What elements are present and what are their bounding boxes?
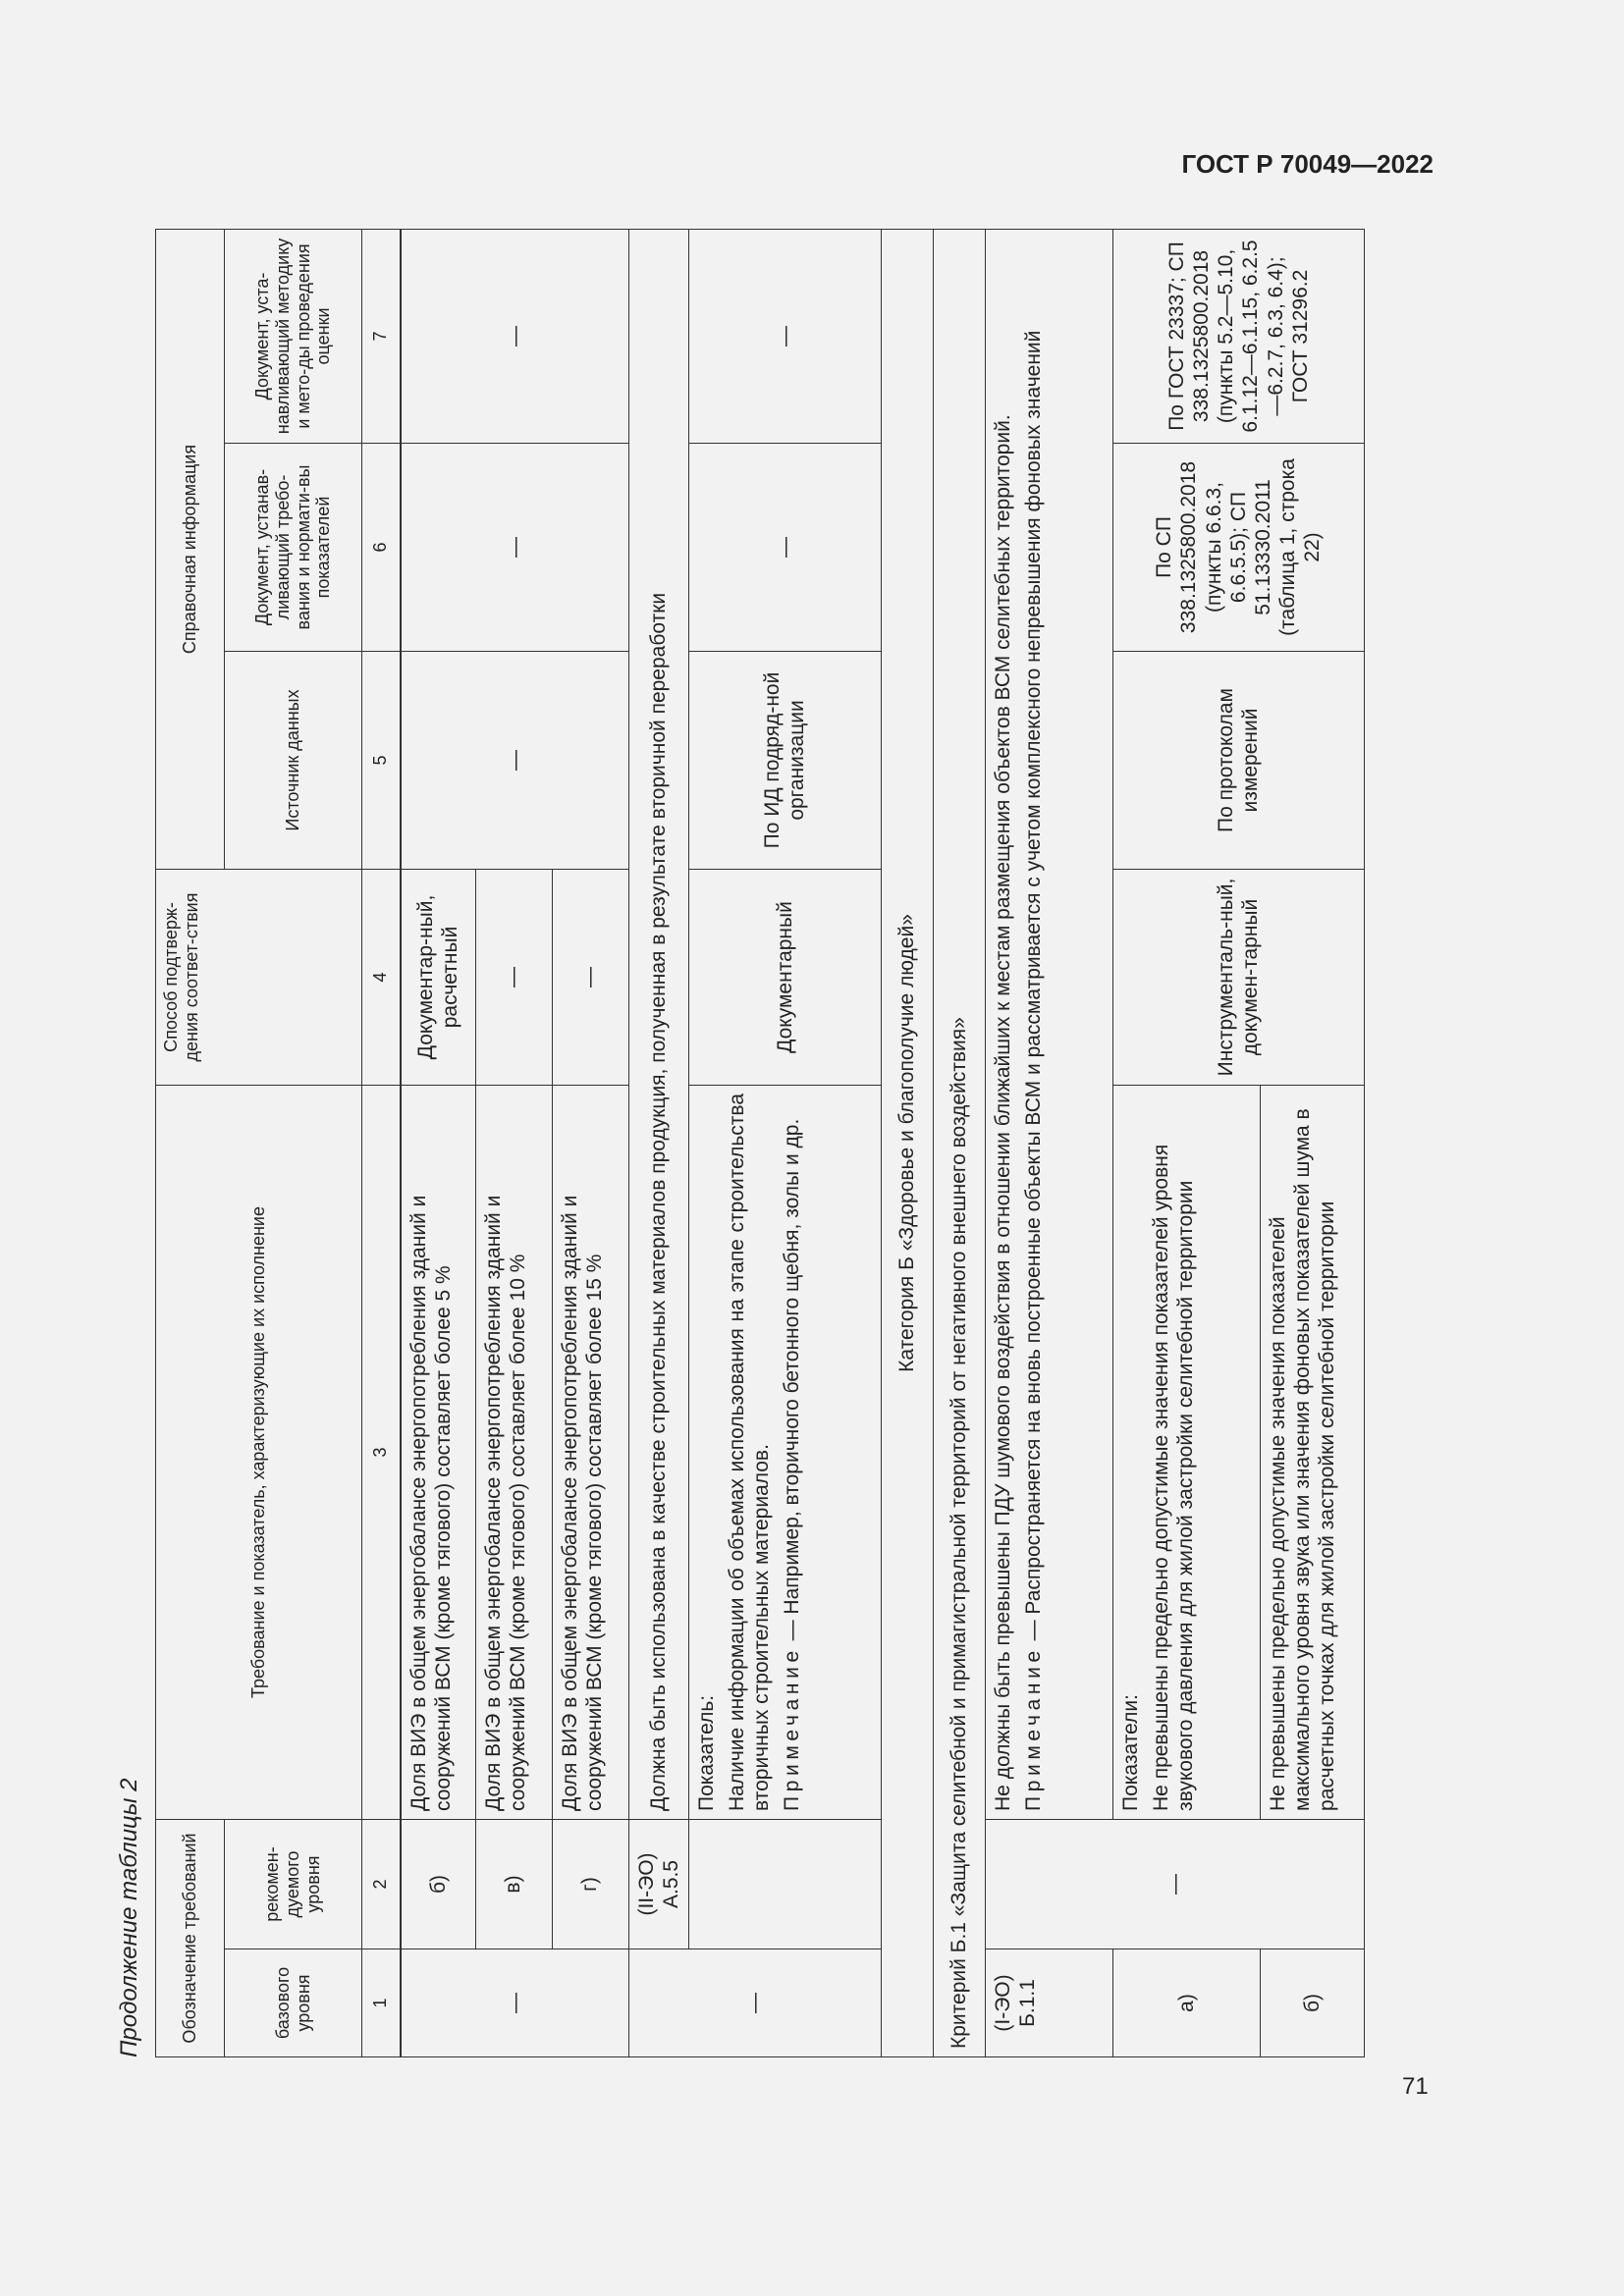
row-method-b: Документар-ный, расчетный bbox=[401, 869, 475, 1085]
indicator-text: Наличие информации об объемах использования на этапе строительства вторичных строительных материалов. bbox=[726, 1093, 774, 1811]
row-label-g: г) bbox=[552, 1819, 628, 1949]
header-source: Источник данных bbox=[225, 651, 362, 869]
col-number: 5 bbox=[362, 651, 402, 869]
table-row-a55 bbox=[628, 229, 688, 2056]
col-number: 7 bbox=[362, 229, 402, 443]
col-number: 6 bbox=[362, 443, 402, 651]
table-row-a55-indicators bbox=[688, 229, 881, 2056]
category-title: Категория Б «Здоровье и благополучие людей» bbox=[881, 229, 933, 2056]
source-dash: — bbox=[401, 651, 628, 869]
note-text: — Распространяется на вновь построенные объекты ВСМ и рассматривается с учетом комплексного непревышения фоновых значений bbox=[1022, 330, 1046, 1647]
row-text-g: Доля ВИЭ в общем энергобалансе энергопотребления зданий и сооружений ВСМ (кроме тягового) составляет более 15 % bbox=[552, 1085, 628, 1819]
header-recommended: рекомен-дуемого уровня bbox=[225, 1819, 362, 1949]
rotated-table-page bbox=[108, 230, 1434, 2057]
recommended-dash: — bbox=[985, 1819, 1364, 1949]
row-label-v: в) bbox=[475, 1819, 552, 1949]
note-word: Примечание bbox=[1022, 1646, 1046, 1811]
indicators-heading: Показатели: bbox=[1118, 1694, 1142, 1811]
table-row-b bbox=[401, 229, 475, 2056]
indicators-a55 bbox=[688, 1085, 881, 1819]
row-text-v: Доля ВИЭ в общем энергобалансе энергопотребления зданий и сооружений ВСМ (кроме тягового) составляет более 10 % bbox=[475, 1085, 552, 1819]
note-text: — Например, вторичного бетонного щебня, золы и др. bbox=[781, 1118, 804, 1647]
header-doc-requirements: Документ, устанав-ливающий требо-вания и нормати-вы показателей bbox=[225, 443, 362, 651]
doc-req-b11: По СП 338.1325800.2018 (пункты 6.6.3, 6.6.5.5); СП 51.13330.2011 (таблица 1, строка 22) bbox=[1112, 443, 1364, 651]
row-label-b: б) bbox=[401, 1819, 475, 1949]
code-a55: (II-ЭО) А.5.5 bbox=[628, 1819, 688, 1949]
indicator-b-text: Не превышены предельно допустимые значения показателей максимального уровня звука или значения фоновых показателей шума в расчетных точках для жилой застройки селитебной территории bbox=[1260, 1085, 1364, 1819]
doc-req-dash: — bbox=[688, 443, 881, 651]
criterion-title: Критерий Б.1 «Защита селитебной и примагистральной территорий от негативного внешнего воздействия» bbox=[933, 229, 985, 2056]
doc-req-dash: — bbox=[401, 443, 628, 651]
base-level-dash: — bbox=[401, 1949, 628, 2057]
header-requirement: Требование и показатель, характеризующие их исполнение bbox=[156, 1085, 362, 1819]
source-a55: По ИД подряд-ной организации bbox=[688, 651, 881, 869]
row-method-dash: — bbox=[475, 869, 552, 1085]
header-designation: Обозначение требований bbox=[156, 1819, 225, 2056]
doc-method-dash: — bbox=[401, 229, 628, 443]
base-level-dash: — bbox=[628, 1949, 881, 2057]
requirement-b11 bbox=[985, 229, 1112, 1819]
source-b11: По протоколам измерений bbox=[1112, 651, 1364, 869]
row-text-b: Доля ВИЭ в общем энергобалансе энергопотребления зданий и сооружений ВСМ (кроме тягового) составляет более 5 % bbox=[401, 1085, 475, 1819]
note-b11 bbox=[1021, 238, 1046, 1811]
method-a55: Документарный bbox=[688, 869, 881, 1085]
col-number: 2 bbox=[362, 1819, 402, 1949]
note-a55 bbox=[780, 1094, 804, 1811]
page-number: 71 bbox=[1402, 2073, 1429, 2100]
indicator-a-text: Не превышены предельно допустимые значения показателей уровня звукового давления для жилой застройки селитебной территории bbox=[1150, 1144, 1198, 1811]
empty-cell bbox=[688, 1819, 881, 1949]
row-label-b2: б) bbox=[1260, 1949, 1364, 2057]
col-number: 1 bbox=[362, 1949, 402, 2057]
category-row bbox=[881, 229, 933, 2056]
header-reference: Справочная информация bbox=[156, 229, 225, 869]
requirement-a55: Должна быть использована в качестве строительных материалов продукция, полученная в результате вторичной переработки bbox=[628, 229, 688, 1819]
row-method-dash: — bbox=[552, 869, 628, 1085]
row-label-a: а) bbox=[1112, 1949, 1260, 2057]
code-b11: (I-ЭО) Б.1.1 bbox=[985, 1949, 1112, 2057]
table-row-b11-a bbox=[1112, 229, 1260, 2056]
requirement-b11-text: Не должны быть превышены ПДУ шумового воздействия в отношении ближайших к местам размещения объектов ВСМ селитебных территорий. bbox=[991, 414, 1014, 1811]
indicators-b11-a bbox=[1112, 1085, 1260, 1819]
requirements-table bbox=[155, 229, 1365, 2057]
header-doc-method: Документ, уста-навливающий методику и мето-ды проведения оценки bbox=[225, 229, 362, 443]
header-method: Способ подтверж-дения соответ-ствия bbox=[156, 869, 362, 1085]
header-row-1 bbox=[156, 229, 225, 2056]
indicators-heading: Показатель: bbox=[694, 1694, 718, 1811]
standard-number: ГОСТ Р 70049—2022 bbox=[1181, 149, 1434, 179]
note-word: Примечание bbox=[781, 1646, 804, 1811]
table-row-b11 bbox=[985, 229, 1112, 2056]
table-continuation-caption: Продолжение таблицы 2 bbox=[116, 1778, 142, 2057]
col-number: 3 bbox=[362, 1085, 402, 1819]
criterion-row bbox=[933, 229, 985, 2056]
doc-method-b11: По ГОСТ 23337; СП 338.1325800.2018 (пункты 5.2—5.10, 6.1.12—6.1.15, 6.2.5—6.2.7, 6.3, 6.4); ГОСТ 31296.2 bbox=[1112, 229, 1364, 443]
method-b11: Инструменталь-ный, докумен-тарный bbox=[1112, 869, 1364, 1085]
column-number-row bbox=[362, 229, 402, 2056]
doc-method-dash: — bbox=[688, 229, 881, 443]
header-base: базового уровня bbox=[225, 1949, 362, 2057]
col-number: 4 bbox=[362, 869, 402, 1085]
